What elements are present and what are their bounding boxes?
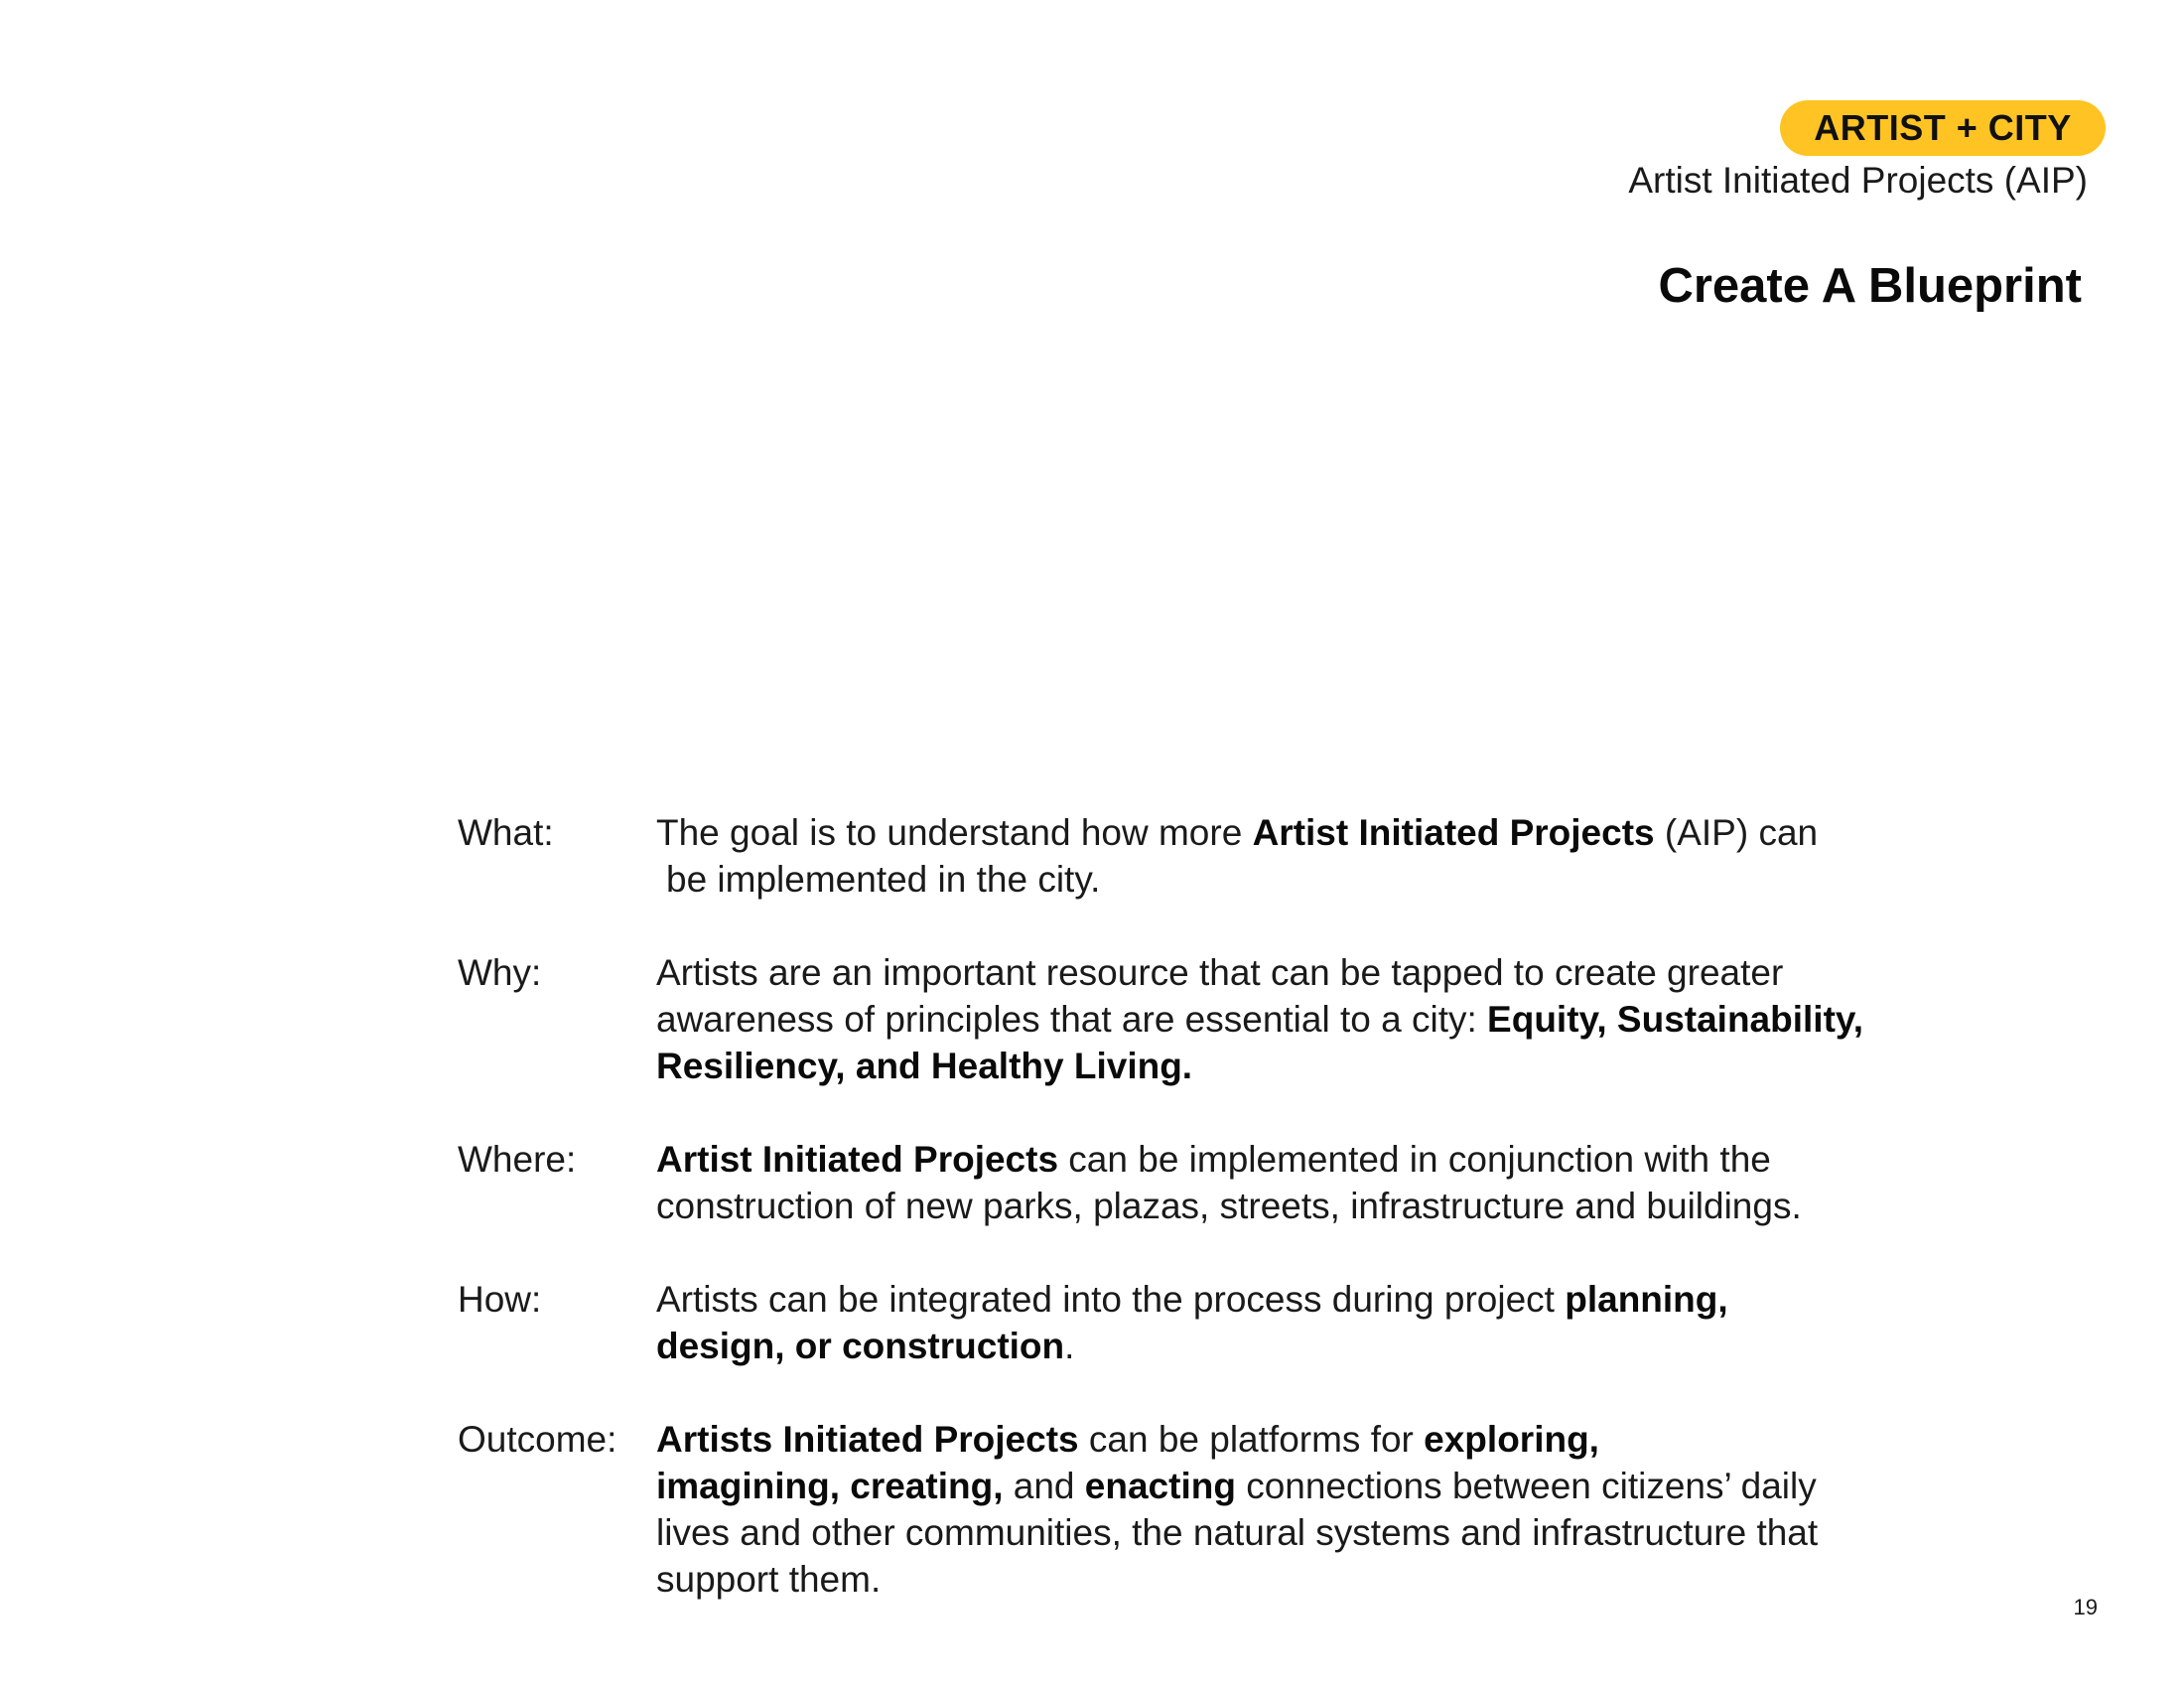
text-line	[656, 856, 1967, 903]
definition-text	[656, 1136, 1967, 1229]
definition-text	[656, 809, 1967, 903]
text-line	[656, 1183, 1967, 1229]
text-line	[656, 996, 1967, 1043]
definition-text	[656, 1416, 1967, 1603]
text-run: Artists can be integrated into the process during project	[656, 1279, 1566, 1320]
definition-row-what	[458, 809, 1967, 903]
text-line	[656, 1509, 1967, 1556]
bold-text-run: planning,	[1565, 1279, 1728, 1320]
definition-text	[656, 949, 1967, 1089]
text-run: .	[1064, 1326, 1075, 1366]
definition-row-why	[458, 949, 1967, 1089]
text-run: support them.	[656, 1559, 882, 1600]
text-line	[656, 1463, 1967, 1509]
definition-row-how	[458, 1276, 1967, 1369]
bold-text-run: exploring,	[1424, 1419, 1599, 1460]
section-badge: ARTIST + CITY	[1780, 100, 2106, 156]
bold-text-run: imagining, creating,	[656, 1466, 1004, 1506]
definition-text	[656, 1276, 1967, 1369]
definition-list	[458, 809, 1967, 1649]
bold-text-run: Artist Initiated Projects	[1252, 812, 1655, 853]
text-line	[656, 1323, 1967, 1369]
text-line	[656, 949, 1967, 996]
page-title: Create A Blueprint	[1658, 259, 2082, 313]
page-number: 19	[2073, 1595, 2098, 1619]
term-label: How:	[458, 1279, 542, 1320]
text-run: Artists are an important resource that can be tapped to create greater	[656, 952, 1784, 993]
text-run: construction of new parks, plazas, streets, infrastructure and buildings.	[656, 1186, 1802, 1226]
bold-text-run: Artists Initiated Projects	[656, 1419, 1079, 1460]
term-label: What:	[458, 812, 554, 853]
bold-text-run: design, or construction	[656, 1326, 1065, 1366]
text-run: can be implemented in conjunction with the	[1058, 1139, 1771, 1180]
text-line	[656, 1276, 1967, 1323]
text-line	[656, 1556, 1967, 1603]
text-run: (AIP) can	[1654, 812, 1819, 853]
text-line	[656, 1416, 1967, 1463]
bold-text-run: enacting	[1084, 1466, 1236, 1506]
text-run: lives and other communities, the natural systems and infrastructure that	[656, 1512, 1819, 1553]
term-label: Why:	[458, 952, 542, 993]
text-line	[656, 1136, 1967, 1183]
bold-text-run: Equity, Sustainability,	[1487, 999, 1864, 1040]
text-run: can be platforms for	[1078, 1419, 1425, 1460]
text-run: connections between citizens’ daily	[1235, 1466, 1817, 1506]
page-subtitle: Artist Initiated Projects (AIP)	[1628, 160, 2088, 201]
bold-text-run: Artist Initiated Projects	[656, 1139, 1059, 1180]
text-run: and	[1003, 1466, 1085, 1506]
term-label: Outcome:	[458, 1419, 617, 1460]
term-label: Where:	[458, 1139, 577, 1180]
text-line	[656, 1043, 1967, 1089]
text-run: be implemented in the city.	[666, 859, 1101, 900]
definition-row-outcome	[458, 1416, 1967, 1603]
bold-text-run: Resiliency, and Healthy Living.	[656, 1046, 1193, 1086]
text-line	[656, 809, 1967, 856]
text-run: awareness of principles that are essential to a city:	[656, 999, 1488, 1040]
definition-row-where	[458, 1136, 1967, 1229]
text-run: The goal is to understand how more	[656, 812, 1253, 853]
